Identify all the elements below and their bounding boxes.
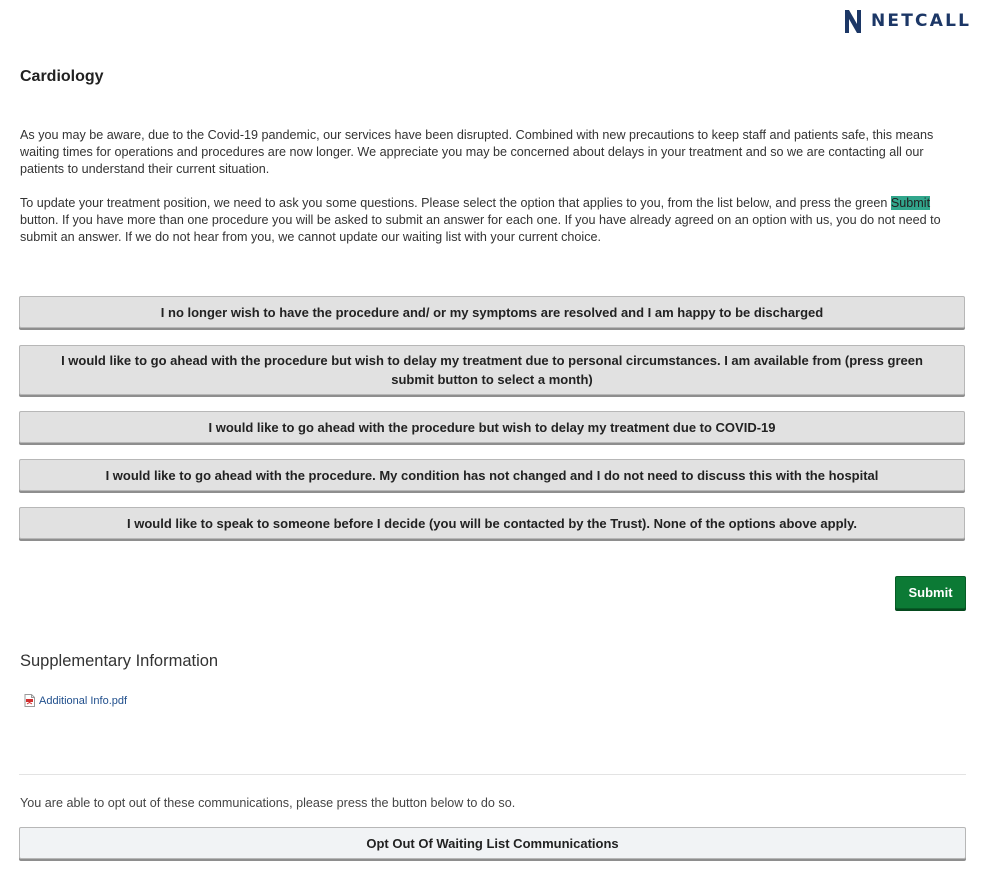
- option-delay-covid[interactable]: I would like to go ahead with the procedure but wish to delay my treatment due to COVID-19: [19, 411, 965, 443]
- netcall-n-icon: [843, 8, 863, 34]
- pdf-file-icon: [23, 694, 36, 707]
- submit-button[interactable]: Submit: [895, 576, 966, 609]
- submit-highlight: Submit: [890, 196, 931, 210]
- supplementary-heading: Supplementary Information: [20, 652, 219, 670]
- option-delay-personal[interactable]: I would like to go ahead with the procedure but wish to delay my treatment due to personal circumstances. I am available from (press green submit button to select a month): [19, 345, 965, 395]
- option-speak-to-someone[interactable]: I would like to speak to someone before I decide (you will be contacted by the Trust). None of the options above apply.: [19, 507, 965, 539]
- attachment-label[interactable]: Additional Info.pdf: [39, 694, 128, 707]
- intro-paragraph-2: [20, 195, 965, 246]
- opt-out-button[interactable]: Opt Out Of Waiting List Communications: [19, 827, 966, 859]
- intro-paragraph-1: As you may be aware, due to the Covid-19 pandemic, our services have been disrupted. Combined with new precautions to keep staff and patients safe, this means waiting times for operations and procedures are now longer. We appreciate you may be concerned about delays in your treatment and so we are contacting all our patients to understand their current situation.: [20, 128, 934, 176]
- page-title: Cardiology: [20, 68, 104, 85]
- netcall-logo: [843, 8, 971, 34]
- divider: [19, 774, 966, 775]
- option-go-ahead[interactable]: I would like to go ahead with the procedure. My condition has not changed and I do not need to discuss this with the hospital: [19, 459, 965, 491]
- attachment-link[interactable]: [23, 694, 127, 707]
- intro-paragraph-2-start: To update your treatment position, we need to ask you some questions. Please select the option that applies to you, from the list below, and press the green: [20, 196, 891, 210]
- opt-out-text: You are able to opt out of these communications, please press the button below to do so.: [20, 796, 516, 810]
- option-discharge[interactable]: I no longer wish to have the procedure and/ or my symptoms are resolved and I am happy to be discharged: [19, 296, 965, 328]
- intro-paragraph-2-end: button. If you have more than one procedure you will be asked to submit an answer for each one. If you have already agreed on an option with us, you do not need to submit an answer. If we do not hear from you, we cannot update our waiting list with your current choice.: [20, 213, 941, 244]
- brand-name: NETCALL: [871, 11, 972, 31]
